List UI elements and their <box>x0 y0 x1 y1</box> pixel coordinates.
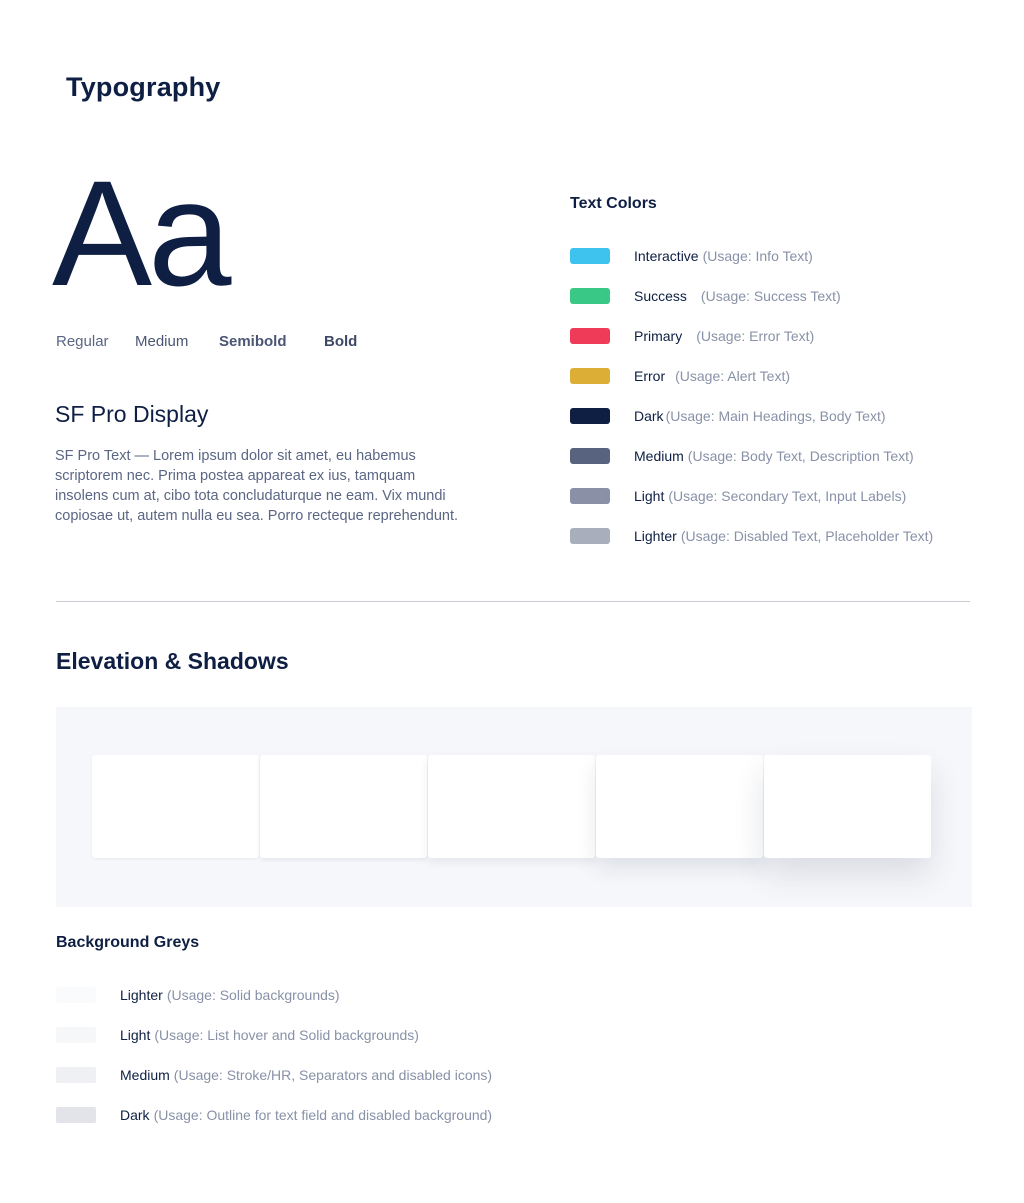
weight-medium: Medium <box>135 333 189 350</box>
text-color-row <box>570 286 841 306</box>
grey-name: Light <box>120 1027 151 1043</box>
text-color-row <box>570 366 790 386</box>
sample-text: SF Pro Text — Lorem ipsum dolor sit amet, eu habemus scriptorem nec. Prima postea appareat ex ius, tamquam insolens cum at, cibo tota concludaturque ne eam. Vix mundi copiosae ut, autem nulla eu sea. Porro recteque reprehendunt. <box>55 448 459 524</box>
weight-bold: Bold <box>324 333 358 350</box>
grey-usage: (Usage: List hover and Solid backgrounds) <box>154 1027 419 1043</box>
color-name: Primary <box>634 328 683 344</box>
text-color-row <box>570 406 886 426</box>
font-specimen: Aa <box>52 149 228 317</box>
color-swatch <box>570 408 610 424</box>
elevation-card-1 <box>92 755 259 858</box>
grey-swatch <box>56 1107 96 1123</box>
grey-usage: (Usage: Solid backgrounds) <box>166 987 340 1003</box>
color-swatch <box>570 528 610 544</box>
color-name: Light <box>634 488 665 504</box>
bg-grey-row <box>56 1025 419 1045</box>
color-name: Dark <box>634 408 664 424</box>
color-usage: (Usage: Info Text) <box>702 248 813 264</box>
page-title: Typography <box>66 72 221 102</box>
weight-semibold: Semibold <box>219 333 287 350</box>
color-name: Interactive <box>634 248 699 264</box>
color-swatch <box>570 488 610 504</box>
elevation-card-3 <box>428 755 595 858</box>
elevation-card-5 <box>764 755 931 858</box>
color-usage: (Usage: Secondary Text, Input Labels) <box>668 488 907 504</box>
color-usage: (Usage: Disabled Text, Placeholder Text) <box>680 528 934 544</box>
color-usage: (Usage: Error Text) <box>696 328 815 344</box>
color-name: Medium <box>634 448 684 464</box>
grey-swatch <box>56 1067 96 1083</box>
color-usage: (Usage: Alert Text) <box>675 368 791 384</box>
text-color-row <box>570 446 914 466</box>
text-color-row <box>570 326 814 346</box>
elevation-heading: Elevation & Shadows <box>56 648 289 674</box>
elevation-card-2 <box>260 755 427 858</box>
text-color-row <box>570 486 906 506</box>
grey-usage: (Usage: Outline for text field and disabled background) <box>153 1107 493 1123</box>
color-swatch <box>570 328 610 344</box>
bg-grey-row <box>56 1105 492 1125</box>
grey-name: Medium <box>120 1067 170 1083</box>
text-color-row <box>570 246 813 266</box>
color-name: Error <box>634 368 666 384</box>
color-swatch <box>570 288 610 304</box>
weight-regular: Regular <box>56 333 109 350</box>
grey-name: Dark <box>120 1107 150 1123</box>
bg-grey-row <box>56 1065 492 1085</box>
bg-grey-row <box>56 985 340 1005</box>
color-usage: (Usage: Body Text, Description Text) <box>687 448 914 464</box>
text-color-row <box>570 526 933 546</box>
background-greys-heading: Background Greys <box>56 934 200 951</box>
color-name: Lighter <box>634 528 677 544</box>
color-swatch <box>570 448 610 464</box>
elevation-panel <box>56 707 972 907</box>
color-usage: (Usage: Main Headings, Body Text) <box>665 408 886 424</box>
section-divider <box>56 601 970 602</box>
color-usage: (Usage: Success Text) <box>700 288 841 304</box>
grey-usage: (Usage: Stroke/HR, Separators and disabled icons) <box>173 1067 493 1083</box>
text-colors-heading: Text Colors <box>570 195 657 212</box>
elevation-card-4 <box>596 755 763 858</box>
color-name: Success <box>634 288 687 304</box>
grey-swatch <box>56 1027 96 1043</box>
color-swatch <box>570 248 610 264</box>
font-name: SF Pro Display <box>55 401 209 427</box>
color-swatch <box>570 368 610 384</box>
grey-name: Lighter <box>120 987 163 1003</box>
grey-swatch <box>56 987 96 1003</box>
